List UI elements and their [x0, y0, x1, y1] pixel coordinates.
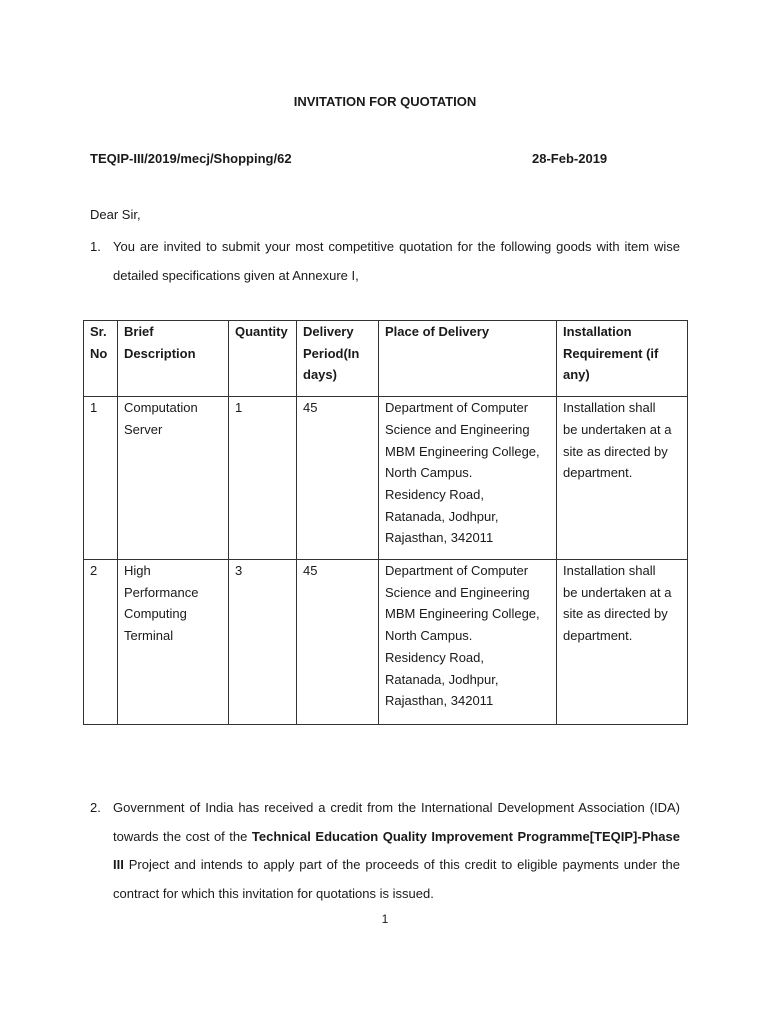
paragraph-1-text: You are invited to submit your most competitive quotation for the following goods with item wise detailed specifications given at Annexure I,	[113, 239, 680, 283]
header-sr-no: Sr. No	[84, 321, 118, 397]
paragraph-2-number: 2.	[90, 800, 101, 815]
document-date: 28-Feb-2019	[532, 151, 608, 166]
cell-quantity: 1	[229, 397, 297, 560]
page-number: 1	[381, 912, 389, 926]
reference-number: TEQIP-III/2019/mecj/Shopping/62	[90, 151, 292, 166]
table-row	[84, 397, 688, 560]
header-place-of-delivery: Place of Delivery	[379, 321, 557, 397]
header-quantity: Quantity	[229, 321, 297, 397]
header-installation: Installation Requirement (if any)	[557, 321, 688, 397]
header-delivery-period: Delivery Period(In days)	[297, 321, 379, 397]
cell-place-of-delivery: Department of Computer Science and Engineering MBM Engineering College, North Campus. Residency Road, Ratanada, Jodhpur, Rajasthan, 342011	[379, 560, 557, 725]
cell-place-of-delivery: Department of Computer Science and Engineering MBM Engineering College, North Campus. Residency Road, Ratanada, Jodhpur, Rajasthan, 342011	[379, 397, 557, 560]
goods-table	[83, 320, 688, 725]
paragraph-2-text	[113, 794, 680, 908]
cell-description: Computation Server	[118, 397, 229, 560]
paragraph-2-text-after: Project and intends to apply part of the proceeds of this credit to eligible payments under the contract for which this invitation for quotations is issued.	[113, 857, 680, 901]
salutation: Dear Sir,	[90, 207, 141, 222]
table-header-row	[84, 321, 688, 397]
table-row	[84, 560, 688, 725]
cell-installation: Installation shall be undertaken at a site as directed by department.	[557, 560, 688, 725]
cell-sr-no: 1	[84, 397, 118, 560]
paragraph-2-programme-name: Technical Education Quality Improvement Programme[TEQIP]-Phase III	[113, 828, 680, 872]
cell-delivery-period: 45	[297, 397, 379, 560]
document-title: INVITATION FOR QUOTATION	[293, 94, 477, 109]
cell-quantity: 3	[229, 560, 297, 725]
paragraph-1	[90, 233, 680, 290]
paragraph-2-text-before: Government of India has received a credit from the International Development Association (IDA) towards the cost of the	[113, 800, 680, 844]
header-description: Brief Description	[118, 321, 229, 397]
cell-sr-no: 2	[84, 560, 118, 725]
cell-installation: Installation shall be undertaken at a site as directed by department.	[557, 397, 688, 560]
paragraph-1-number: 1.	[90, 239, 101, 254]
cell-delivery-period: 45	[297, 560, 379, 725]
cell-description: High Performance Computing Terminal	[118, 560, 229, 725]
paragraph-2	[90, 794, 680, 908]
